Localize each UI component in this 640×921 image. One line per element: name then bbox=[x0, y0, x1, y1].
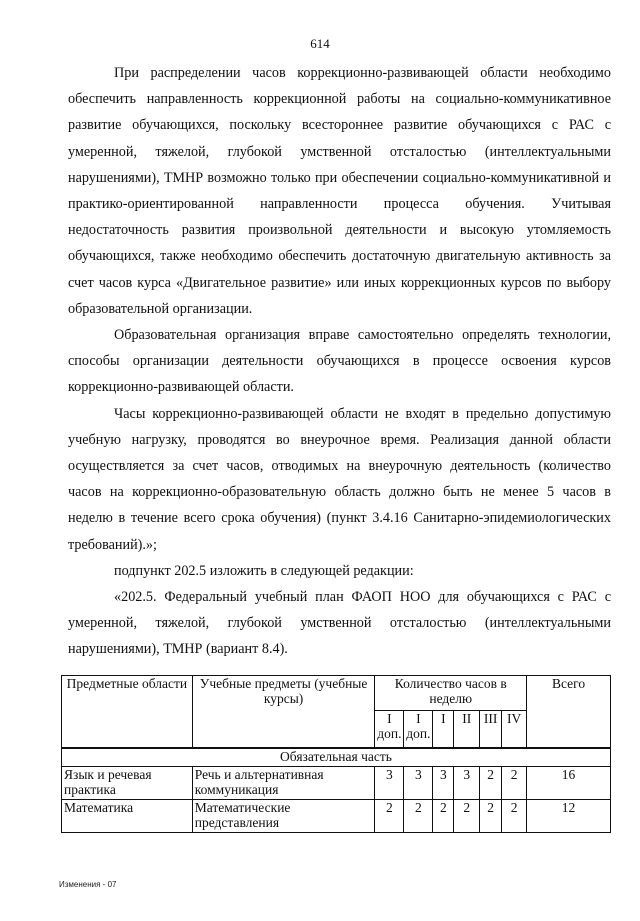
section-mandatory: Обязательная часть bbox=[62, 748, 611, 767]
grade-header: I доп. bbox=[375, 711, 404, 749]
row-hours: 2 bbox=[502, 767, 527, 800]
row-total: 16 bbox=[527, 767, 611, 800]
grade-header: I bbox=[433, 711, 454, 749]
row-hours: 2 bbox=[404, 800, 433, 833]
paragraph: «202.5. Федеральный учебный план ФАОП НОО для обучающихся с РАС с умеренной, тяжелой, глубокой умственной отсталостью (интеллектуальными нарушениями), ТМНР (вариант 8.4). bbox=[68, 589, 611, 658]
grade-header: III bbox=[480, 711, 502, 749]
grade-header: II bbox=[454, 711, 480, 749]
table-row bbox=[62, 800, 611, 833]
header-subjects: Учебные предметы (учебные курсы) bbox=[192, 676, 375, 749]
table-header-row bbox=[62, 676, 611, 711]
paragraph: При распределении часов коррекционно-развивающей области необходимо обеспечить направленность коррекционной работы на социально-коммуникативное развитие обучающихся, поскольку всестороннее развитие обучающихся с РАС с умеренной, тяжелой, глубокой умственной отсталостью (интеллектуальными нарушениями), ТМНР возможно только при обеспечении социально-коммуникативной и практико-ориентированной направленности процесса обучения. Учитывая недостаточность развития произвольной деятельности и высокую утомляемость обучающихся, также необходимо обеспечить достаточную двигательную активность за счет часов курса «Двигательное развитие» или иных коррекционных курсов по выбору образовательной организации. bbox=[68, 65, 611, 317]
row-hours: 2 bbox=[502, 800, 527, 833]
footer-label: Изменения - 07 bbox=[59, 880, 117, 889]
table-section-row bbox=[62, 748, 611, 767]
row-area: Математика bbox=[62, 800, 193, 833]
document-body bbox=[68, 60, 611, 663]
header-total: Всего bbox=[527, 676, 611, 749]
row-hours: 2 bbox=[480, 800, 502, 833]
paragraph: подпункт 202.5 изложить в следующей редакции: bbox=[114, 562, 414, 579]
row-hours: 2 bbox=[480, 767, 502, 800]
row-hours: 2 bbox=[375, 800, 404, 833]
page-number: 614 bbox=[310, 36, 330, 51]
row-subject: Математические представления bbox=[192, 800, 375, 833]
paragraph: Образовательная организация вправе самостоятельно определять технологии, способы организации деятельности обучающихся в процессе освоения курсов коррекционно-развивающей области. bbox=[68, 327, 611, 396]
header-subject-areas: Предметные области bbox=[62, 676, 193, 749]
grade-header: IV bbox=[502, 711, 527, 749]
curriculum-table bbox=[61, 675, 611, 833]
row-hours: 3 bbox=[454, 767, 480, 800]
row-hours: 3 bbox=[404, 767, 433, 800]
row-hours: 3 bbox=[433, 767, 454, 800]
table-row bbox=[62, 767, 611, 800]
row-area: Язык и речевая практика bbox=[62, 767, 193, 800]
paragraph: Часы коррекционно-развивающей области не входят в предельно допустимую учебную нагрузку, проводятся во внеурочное время. Реализация данной области осуществляется за счет часов, отводимых на внеурочную деятельность (количество часов на коррекционно-образовательную область должно быть не менее 5 часов в неделю в течение всего срока обучения) (пункт 3.4.16 Санитарно-эпидемиологических требований).»; bbox=[68, 405, 611, 553]
row-subject: Речь и альтернативная коммуникация bbox=[192, 767, 375, 800]
row-total: 12 bbox=[527, 800, 611, 833]
row-hours: 2 bbox=[454, 800, 480, 833]
grade-header: I доп. bbox=[404, 711, 433, 749]
row-hours: 3 bbox=[375, 767, 404, 800]
row-hours: 2 bbox=[433, 800, 454, 833]
header-hours: Количество часов в неделю bbox=[375, 676, 527, 711]
